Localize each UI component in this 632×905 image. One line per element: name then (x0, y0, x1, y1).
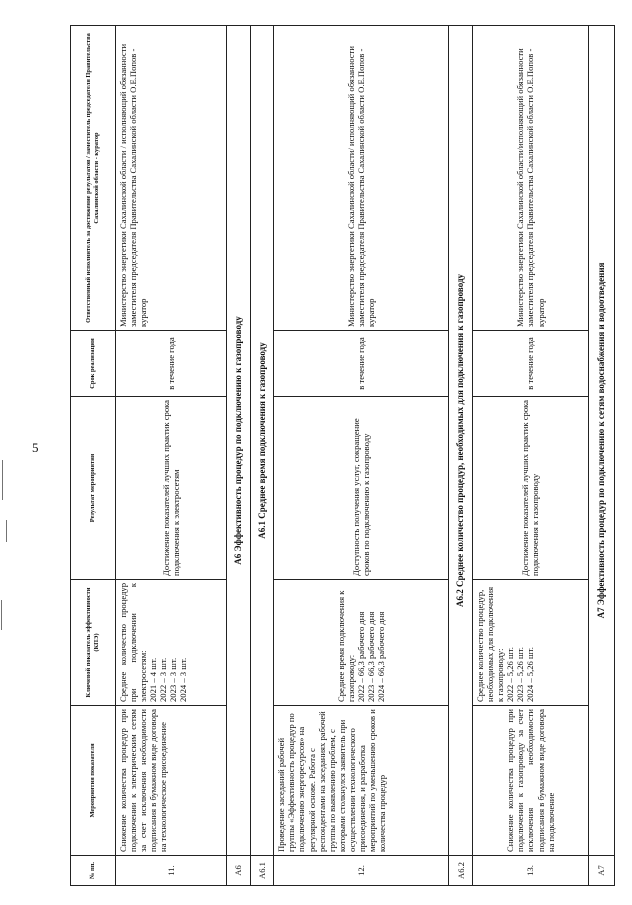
section-title: А6 Эффективность процедур по подключению к газопроводу (227, 26, 251, 856)
row-result: Достижение показателей лучших практик срока подключения к электросетям (115, 397, 226, 580)
header-result: Результат мероприятия (71, 397, 116, 580)
section-code: А6 (227, 856, 251, 886)
kpi-line: 2024 – 66,3 рабочего дня (376, 611, 387, 702)
kpi-line: 2024 – 5,26 шт. (525, 647, 536, 702)
row-measure: Снижение количества процедур при подключении к электрическим сетям за счет исключения необходимости подписания в бумажном виде договора на технологическое присоединение (115, 706, 226, 856)
row-term: в течение года (274, 331, 449, 397)
row-num: 13. (473, 856, 589, 886)
kpi-line: Среднее количество процедур, необходимых для подключения к газопроводу: (475, 586, 506, 702)
kpi-line: 2023 – 3 шт. (168, 657, 179, 702)
row-responsible: Министерство энергетики Сахалинской области/ исполняющий обязанности заместителя председателя Правительства Сахалинской области О.Е.Попов - куратор (274, 26, 449, 331)
kpi-line: Среднее время подключения к газопроводу: (336, 590, 357, 702)
kpi-line: Среднее количество процедур при подключении к электросетям: (117, 583, 149, 702)
kpi-line: 2022 – 3 шт. (158, 657, 169, 702)
rotated-table-container (70, 26, 615, 886)
kpi-line: 2024 – 3 шт. (178, 657, 189, 702)
measures-table (70, 25, 615, 886)
section-code: А6.2 (449, 856, 473, 886)
header-kpi: Ключевой показатель эффективности (КПЭ) (71, 580, 116, 706)
section-title: А6.1 Среднее время подключения к газопроводу (250, 26, 274, 856)
kpi-line: 2023 – 5,26 шт. (515, 647, 526, 702)
header-num: № пп. (71, 856, 116, 886)
row-num: 11. (115, 856, 226, 886)
row-measure: Снижение количества процедур при подключении к газопроводу за счет исключения необходимости подписания в бумажном виде договора на подключение (473, 706, 589, 856)
table-row (274, 26, 449, 886)
row-kpi (274, 580, 449, 706)
table-row (473, 26, 589, 886)
kpi-line: 2021 – 4 шт. (148, 657, 159, 702)
row-term: в течение года (115, 331, 226, 397)
page-number: 5 (32, 440, 39, 455)
scan-artifact (2, 460, 3, 500)
kpi-line: 2022 – 66,3 рабочего дня (356, 611, 367, 702)
scan-artifact (6, 520, 7, 542)
row-kpi (115, 580, 226, 706)
header-responsible: Ответственный исполнитель за достижение результатов / заместитель председателя Правительства Сахалинской области - куратор (71, 26, 116, 331)
row-result: Доступность получения услуг, сокращение сроков по подключению к газопроводу (274, 397, 449, 580)
section-title: А7 Эффективность процедур по подключению к сетям водоснабжения и водоотведения (588, 26, 614, 856)
scan-artifact (1, 600, 2, 630)
row-responsible: Министерство энергетики Сахалинской области / исполняющий обязанности заместителя председателя Правительства Сахалинской области О.Е.Попов - куратор (115, 26, 226, 331)
table-header-row (71, 26, 116, 886)
table-row (115, 26, 226, 886)
header-term: Срок реализации (71, 331, 116, 397)
section-title: А6.2 Среднее количество процедур, необходимых для подключения к газопроводу (449, 26, 473, 856)
section-code: А6.1 (250, 856, 274, 886)
section-row-a62 (449, 26, 473, 886)
section-row-a61 (250, 26, 274, 886)
section-code: А7 (588, 856, 614, 886)
kpi-line: 2023 – 66,3 рабочего дня (366, 611, 377, 702)
row-responsible: Министерство энергетики Сахалинской области/исполняющий обязанности заместителя председателя Правительства Сахалинской области О.Е.Попов - куратор (473, 26, 589, 331)
row-term: в течение года (473, 331, 589, 397)
row-result: Достижение показателей лучших практик срока подключения к газопроводу (473, 397, 589, 580)
header-measure: Мероприятия показателя (71, 706, 116, 856)
row-kpi (473, 580, 589, 706)
kpi-line: 2022 – 5,26 шт. (505, 647, 516, 702)
section-row-a6 (227, 26, 251, 886)
section-row-a7 (588, 26, 614, 886)
row-num: 12. (274, 856, 449, 886)
row-measure: Проведение заседаний рабочей группы «Эффективность процедур по подключению энергоресурсов» на регулярной основе. Работа с респондентами на заседаниях рабочей группы по выявлению проблем, с которыми столкнулся заявитель при осуществлении технологического присоединения, и разработка мероприятий по уменьшению сроков и количества процедур (274, 706, 449, 856)
